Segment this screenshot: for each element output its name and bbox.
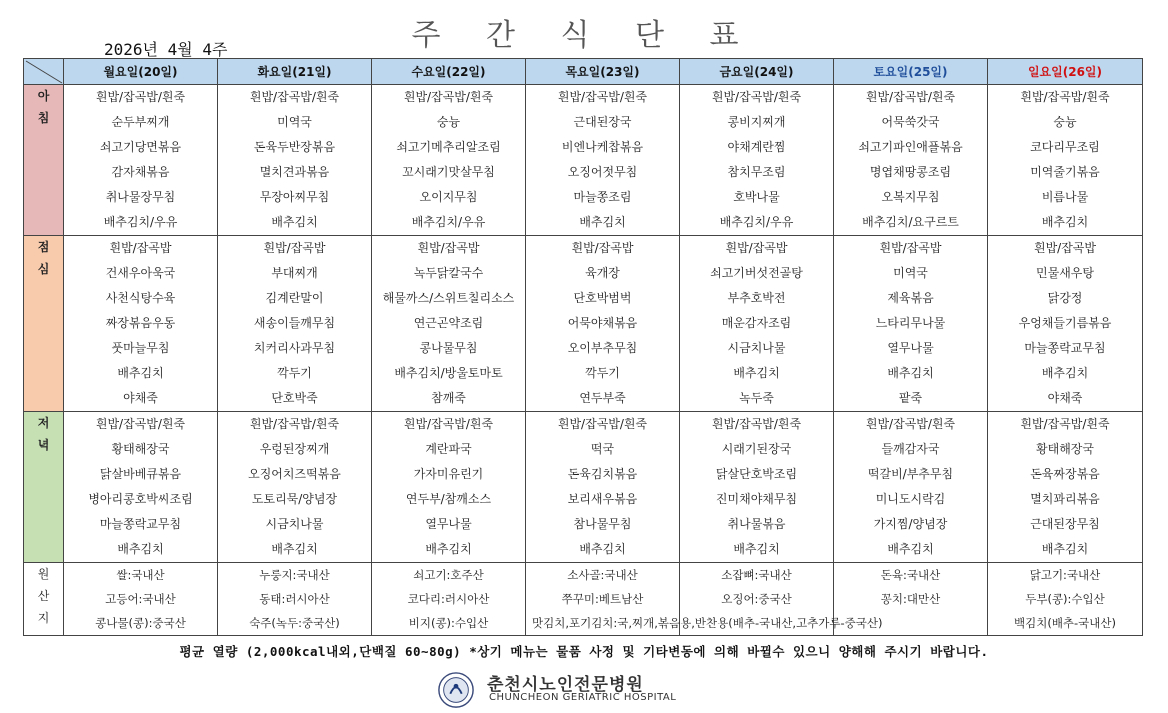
menu-item: 돈육짜장볶음: [1030, 467, 1100, 481]
menu-item: 비름나물: [1041, 190, 1089, 204]
menu-item: 깍두기: [585, 366, 620, 380]
menu-item: 배추김치: [1041, 215, 1089, 229]
lunch-label-char: 점: [37, 240, 50, 254]
menu-item: 순두부찌개: [111, 115, 170, 129]
menu-item: 배추김치/우유: [719, 215, 794, 229]
menu-item: 오징어젓무침: [567, 165, 638, 179]
menu-item: 매운감자조림: [721, 316, 792, 330]
hospital-name: 춘천시노인전문병원: [487, 675, 644, 695]
menu-item: 배추김치: [887, 366, 934, 380]
menu-item: 계란파국: [425, 442, 472, 456]
menu-item: 참깨죽: [431, 391, 466, 405]
origin-item: 동태:러시아산: [259, 592, 330, 606]
menu-item: 도토리묵/양념장: [251, 492, 338, 506]
menu-item: 느타리무나물: [875, 316, 946, 330]
day-header-tue: 화요일(21일): [218, 59, 372, 85]
menu-item: 배추김치: [271, 542, 318, 556]
dinner-day-cell: [680, 412, 834, 563]
week-label: 2026년 4월 4주: [104, 40, 228, 59]
menu-item: 풋마늘무침: [111, 341, 170, 355]
menu-item: 숭늉: [1053, 115, 1077, 129]
menu-item: 치커리사과무침: [253, 341, 336, 355]
menu-item: 새송이들깨무침: [253, 316, 336, 330]
menu-item: 깍두기: [277, 366, 312, 380]
menu-item: 쇠고기버섯전골탕: [710, 266, 803, 280]
menu-item: 흰밥/잡곡밥/흰죽: [249, 417, 340, 431]
menu-item: 열무나물: [887, 341, 934, 355]
menu-item: 어묵쑥갓국: [881, 115, 940, 129]
menu-item: 쇠고기메추리알조림: [396, 140, 501, 154]
menu-item: 열무나물: [425, 517, 472, 531]
menu-item: 시래기된장국: [721, 442, 792, 456]
origin-item: 소잡뼈:국내산: [721, 568, 792, 582]
menu-item: 마늘쫑조림: [573, 190, 632, 204]
menu-item: 취나물장무침: [105, 190, 176, 204]
menu-item: 멸치견과볶음: [259, 165, 330, 179]
menu-item: 배추김치: [117, 542, 164, 556]
menu-item: 참치무조림: [727, 165, 786, 179]
origin-item: 꽁치:대만산: [880, 592, 941, 606]
menu-item: 흰밥/잡곡밥/흰죽: [95, 90, 186, 104]
day-header-sun: 일요일(26일): [988, 59, 1143, 85]
menu-item: 배추김치: [887, 542, 934, 556]
menu-item: 근대된장무침: [1030, 517, 1100, 531]
menu-item: 참나물무침: [573, 517, 632, 531]
dinner-day-cell: [526, 412, 680, 563]
origin-item: 백김치(배추-국내산): [1014, 616, 1116, 630]
dinner-day-cell: [372, 412, 526, 563]
menu-item: 명엽채땅콩조림: [869, 165, 952, 179]
menu-item: 흰밥/잡곡밥/흰죽: [711, 417, 802, 431]
menu-item: 떡국: [590, 442, 615, 456]
menu-item: 오복지무침: [881, 190, 940, 204]
origin-day-cell: [218, 563, 372, 636]
menu-item: 배추김치/우유: [103, 215, 178, 229]
menu-item: 배추김치/우유: [411, 215, 486, 229]
breakfast-day-cell: [680, 85, 834, 236]
menu-item: 우엉채들기름볶음: [1018, 316, 1112, 330]
menu-item: 콩나물무침: [419, 341, 478, 355]
menu-item: 떡갈비/부추무침: [867, 467, 954, 481]
day-header-thu: 목요일(23일): [526, 59, 680, 85]
menu-item: 단호박죽: [271, 391, 318, 405]
origin-item: 맛김치,포기김치:국,찌개,볶음용,반찬용(배추-국내산,고추가루-중국산): [532, 616, 883, 630]
origin-label-char: 원: [37, 567, 50, 581]
menu-item: 배추김치: [579, 542, 626, 556]
origin-item: 쇠고기:호주산: [413, 568, 484, 582]
menu-item: 황태해장국: [1036, 442, 1094, 456]
breakfast-label-char: 침: [37, 111, 50, 125]
menu-item: 시금치나물: [265, 517, 324, 531]
breakfast-day-cell: [372, 85, 526, 236]
origin-item: 비지(콩):수입산: [408, 616, 489, 630]
menu-item: 감자채볶음: [111, 165, 170, 179]
origin-item: 콩나물(콩):중국산: [95, 616, 186, 630]
menu-item: 코다리무조림: [1030, 140, 1100, 154]
menu-item: 흰밥/잡곡밥: [879, 241, 942, 255]
origin-item: 쌀:국내산: [116, 568, 165, 582]
origin-item: 쭈꾸미:베트남산: [561, 592, 644, 606]
menu-item: 배추김치/요구르트: [862, 215, 959, 229]
breakfast-day-cell: [218, 85, 372, 236]
lunch-day-cell: [372, 236, 526, 412]
menu-item: 배추김치/방울토마토: [394, 366, 503, 380]
menu-item: 쇠고기파인애플볶음: [858, 140, 963, 154]
menu-item: 연두부/참깨소스: [405, 492, 492, 506]
dinner-label-char: 저: [37, 416, 50, 430]
menu-item: 어묵야채볶음: [567, 316, 638, 330]
menu-item: 오이부추무침: [567, 341, 638, 355]
menu-item: 흰밥/잡곡밥: [263, 241, 326, 255]
menu-item: 녹두닭칼국수: [413, 266, 484, 280]
menu-item: 비엔나케찹볶음: [561, 140, 644, 154]
lunch-day-cell: [526, 236, 680, 412]
menu-item: 들깨감자국: [881, 442, 940, 456]
menu-item: 호박나물: [733, 190, 780, 204]
header-row: [24, 59, 1143, 85]
menu-item: 흰밥/잡곡밥/흰죽: [403, 417, 494, 431]
menu-item: 흰밥/잡곡밥/흰죽: [865, 417, 956, 431]
menu-item: 콩비지찌개: [727, 115, 786, 129]
menu-item: 배추김치: [1041, 542, 1089, 556]
footer-note: 평균 열량 (2,000kcal내외,단백질 60~80g) *상기 메뉴는 물품 사정 및 기타변동에 의해 바뀔수 있으니 양해해 주시기 바랍니다.: [179, 644, 989, 659]
menu-item: 부대찌개: [271, 266, 318, 280]
menu-item: 보리새우볶음: [567, 492, 638, 506]
menu-item: 배추김치: [579, 215, 626, 229]
menu-item: 흰밥/잡곡밥/흰죽: [403, 90, 494, 104]
breakfast-day-cell: [834, 85, 988, 236]
origin-item: 숙주(녹두:중국산): [249, 616, 340, 630]
menu-item: 팥죽: [898, 391, 923, 405]
menu-item: 병아리콩호박씨조림: [88, 492, 193, 506]
dinner-label-char: 녁: [37, 438, 50, 452]
breakfast-row: [24, 85, 1143, 236]
menu-item: 흰밥/잡곡밥: [571, 241, 634, 255]
breakfast-day-cell: [526, 85, 680, 236]
menu-item: 연두부죽: [579, 391, 626, 405]
menu-item: 닭살단호박조림: [715, 467, 798, 481]
dinner-day-cell: [64, 412, 218, 563]
day-header-fri: 금요일(24일): [680, 59, 834, 85]
day-header-wed: 수요일(22일): [372, 59, 526, 85]
lunch-day-cell: [218, 236, 372, 412]
menu-item: 배추김치: [271, 215, 318, 229]
menu-item: 가지찜/양념장: [873, 517, 948, 531]
origin-day-cell: [64, 563, 218, 636]
lunch-day-cell: [64, 236, 218, 412]
menu-item: 마늘쫑락교무침: [99, 517, 182, 531]
breakfast-day-cell: [988, 85, 1143, 236]
lunch-day-cell: [680, 236, 834, 412]
corner-cell: [24, 59, 64, 85]
menu-item: 건새우아욱국: [105, 266, 176, 280]
diagonal-line-icon: [24, 59, 64, 85]
breakfast-day-cell: [64, 85, 218, 236]
menu-item: 흰밥/잡곡밥/흰죽: [249, 90, 340, 104]
menu-item: 미역국: [277, 115, 312, 129]
menu-item: 해물까스/스위트칠리소스: [382, 291, 515, 305]
dinner-day-cell: [218, 412, 372, 563]
breakfast-label-char: 아: [37, 89, 50, 103]
day-header-mon: 월요일(20일): [64, 59, 218, 85]
dinner-label: [24, 412, 64, 563]
menu-item: 흰밥/잡곡밥: [725, 241, 788, 255]
origin-item: 오징어:중국산: [721, 592, 792, 606]
menu-item: 흰밥/잡곡밥/흰죽: [865, 90, 956, 104]
menu-item: 흰밥/잡곡밥: [417, 241, 480, 255]
origin-label-char: 산: [37, 589, 50, 603]
menu-item: 돈육두반장볶음: [253, 140, 336, 154]
menu-item: 흰밥/잡곡밥/흰죽: [1020, 417, 1110, 431]
menu-item: 마늘쫑락교무침: [1024, 341, 1106, 355]
menu-item: 미역국: [893, 266, 928, 280]
lunch-label-char: 심: [37, 262, 50, 276]
menu-item: 진미채야채무침: [715, 492, 798, 506]
menu-item: 녹두죽: [739, 391, 774, 405]
menu-item: 흰밥/잡곡밥/흰죽: [557, 417, 648, 431]
menu-item: 제육볶음: [887, 291, 934, 305]
menu-item: 부추호박전: [727, 291, 786, 305]
menu-item: 쇠고기당면볶음: [99, 140, 182, 154]
menu-item: 야채죽: [123, 391, 158, 405]
menu-item: 흰밥/잡곡밥/흰죽: [557, 90, 648, 104]
menu-item: 닭강정: [1047, 291, 1083, 305]
origin-item: 고등어:국내산: [105, 592, 176, 606]
menu-item: 야채계란찜: [727, 140, 786, 154]
menu-item: 오이지무침: [419, 190, 478, 204]
menu-item: 무장아찌무침: [259, 190, 330, 204]
menu-item: 오징어치즈떡볶음: [248, 467, 341, 481]
dinner-day-cell: [988, 412, 1143, 563]
menu-item: 배추김치: [733, 366, 780, 380]
lunch-label: [24, 236, 64, 412]
menu-item: 야채죽: [1047, 391, 1083, 405]
origin-item: 닭고기:국내산: [1029, 568, 1101, 582]
menu-item: 흰밥/잡곡밥: [1033, 241, 1096, 255]
menu-item: 흰밥/잡곡밥/흰죽: [1020, 90, 1110, 104]
menu-item: 닭살바베큐볶음: [99, 467, 182, 481]
dinner-day-cell: [834, 412, 988, 563]
menu-item: 흰밥/잡곡밥: [109, 241, 172, 255]
origin-item: 코다리:러시아산: [407, 592, 490, 606]
menu-item: 흰밥/잡곡밥/흰죽: [711, 90, 802, 104]
menu-item: 시금치나물: [727, 341, 786, 355]
menu-item: 가자미유린기: [413, 467, 484, 481]
origin-label: [24, 563, 64, 636]
menu-item: 흰밥/잡곡밥/흰죽: [95, 417, 186, 431]
origin-day-cell: [372, 563, 526, 636]
breakfast-label: [24, 85, 64, 236]
origin-item: 소사골:국내산: [567, 568, 638, 582]
lunch-row: [24, 236, 1143, 412]
day-header-sat: 토요일(25일): [834, 59, 988, 85]
menu-item: 우렁된장찌개: [259, 442, 330, 456]
menu-item: 숭늉: [436, 115, 461, 129]
origin-row: [24, 563, 1143, 636]
origin-item: 누룽지:국내산: [259, 568, 330, 582]
menu-item: 황태해장국: [111, 442, 170, 456]
origin-label-char: 지: [37, 611, 50, 625]
menu-item: 취나물볶음: [727, 517, 786, 531]
menu-item: 배추김치: [1041, 366, 1089, 380]
hospital-emblem-icon: [437, 671, 475, 709]
hospital-english-name: CHUNCHEON GERIATRIC HOSPITAL: [489, 692, 677, 703]
origin-item: 돈육:국내산: [880, 568, 941, 582]
menu-item: 단호박범벅: [573, 291, 632, 305]
lunch-day-cell: [834, 236, 988, 412]
menu-item: 연근곤약조림: [413, 316, 484, 330]
menu-item: 짜장볶음우동: [105, 316, 176, 330]
dinner-row: [24, 412, 1143, 563]
menu-item: 배추김치: [117, 366, 164, 380]
menu-item: 멸치꽈리볶음: [1030, 492, 1100, 506]
lunch-day-cell: [988, 236, 1143, 412]
page-title: 주 간 식 단 표: [411, 18, 757, 53]
menu-item: 배추김치: [425, 542, 472, 556]
menu-item: 사천식탕수육: [105, 291, 176, 305]
menu-item: 육개장: [585, 266, 620, 280]
menu-item: 미니도시락김: [875, 492, 946, 506]
menu-item: 돈육김치볶음: [567, 467, 638, 481]
menu-item: 꼬시래기맛살무침: [402, 165, 495, 179]
menu-table: [23, 58, 1143, 636]
menu-item: 근대된장국: [573, 115, 632, 129]
origin-item: 두부(콩):수입산: [1025, 592, 1105, 606]
menu-item: 민물새우탕: [1036, 266, 1094, 280]
menu-item: 미역줄기볶음: [1030, 165, 1100, 179]
menu-item: 배추김치: [733, 542, 780, 556]
menu-item: 김계란말이: [265, 291, 324, 305]
